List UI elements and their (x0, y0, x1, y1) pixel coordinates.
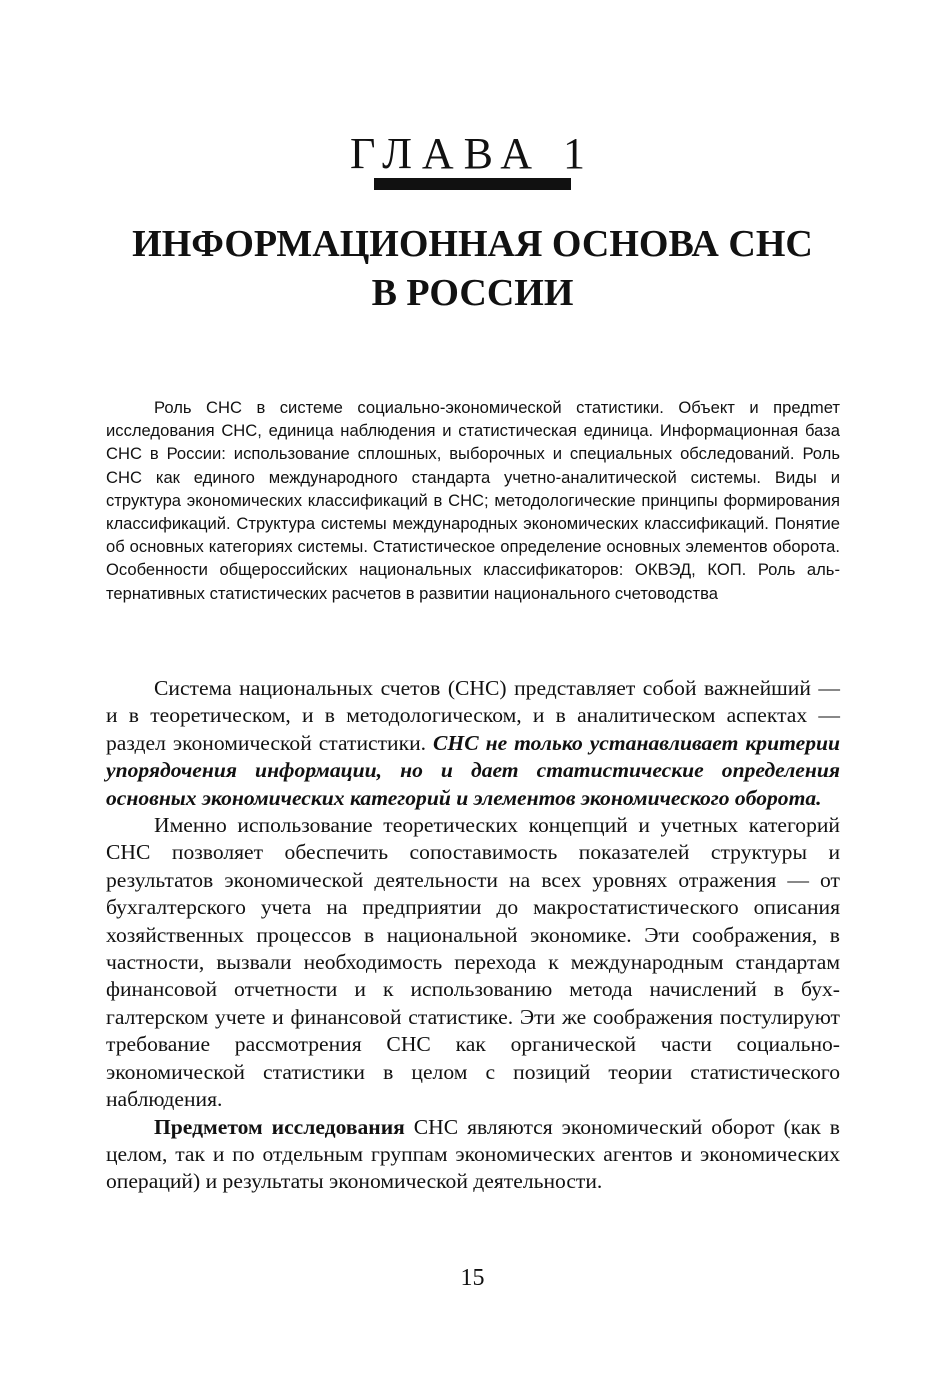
paragraph-1-emphasis: СНС не только устанавливает критерии упорядочения информации, но и дает статистические определения основных экономических категорий и элементов экономического оборота. (106, 730, 841, 810)
paragraph-1 (106, 675, 840, 812)
paragraph-1-text: Система национальных счетов (СНС) представляет собой важнейший — и в теоретическом, и в методологическом, и в аналитическом аспектах — раздел экономической статистики. (106, 676, 840, 755)
chapter-title-line-2: В РОССИИ (371, 272, 574, 314)
paragraph-3-strong: Предметом исследования (154, 1114, 405, 1139)
chapter-rule (374, 178, 571, 190)
page-number: 15 (460, 1265, 485, 1291)
chapter-title-line-1: ИНФОРМАЦИОННАЯ ОСНОВА СНС (132, 223, 813, 265)
paragraph-3 (106, 1114, 840, 1196)
chapter-abstract (106, 396, 840, 605)
chapter-label: ГЛАВА 1 (349, 129, 596, 178)
paragraph-2: Именно использование теоретических концепций и учетных категорий СНС позволяет обеспечить сопоставимость показателей структуры и результатов экономической деятельности на всех уровнях отражения — от бухгалтерского учета на предприятии до макростатистического описания хозяйственных процессов в национальной экономике. Эти соображения, в частности, вызвали необходимость перехода к международным стандартам финансовой отчетности и к использованию метода начислений в бухгалтерском учете и финансовой статистике. Эти же соображения постулируют требование рассмотрения СНС как органической части социально-экономической статистики в целом с позиций теории статистического наблюдения. (106, 813, 840, 1112)
paragraph-3-text: СНС являются экономический оборот (как в целом, так и по отдельным группам экономических агентов и экономических операций) и результаты экономической деятельности. (106, 1114, 840, 1194)
abstract-text: Роль СНС в системе социально-экономической статистики. Объект и предmет исследования СНС, единица наблюдения и статистическая единица. Информационная база СНС в России: использование сплошных, выборочных и специальных обследований. Роль СНС как единого международного стандарта учетно-аналитической системы. Виды и структура экономических классификаций в СНС; методологические принципы формирования классификаций. Структура системы международных экономических классификаций. Понятие об основных категориях системы. Статистическое определение основных элементов оборота. Особенности общероссийских национальных классификаторов: ОКВЭД, КОП. Роль альтернативных статистических расчетов в развитии национального счетоводства (106, 398, 840, 603)
body-text (106, 675, 840, 1196)
chapter-title (60, 220, 885, 318)
